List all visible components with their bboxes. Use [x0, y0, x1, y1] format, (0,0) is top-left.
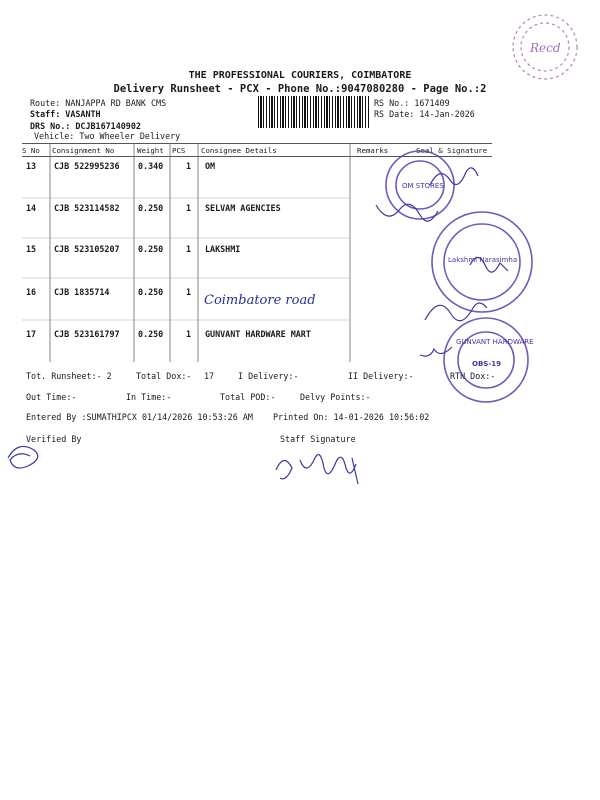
row-17-sno: 17	[26, 329, 37, 339]
row-13-sno: 13	[26, 161, 37, 171]
staff-signature-label: Staff Signature	[280, 434, 356, 444]
i-delivery: I Delivery:-	[238, 371, 299, 381]
corner-received-stamp	[513, 15, 577, 79]
col-weight: Weight	[137, 146, 164, 155]
drs-number: DRS No.: DCJB167140902	[30, 121, 141, 131]
col-consignee: Consignee Details	[201, 146, 277, 155]
row-15-consignee: LAKSHMI	[205, 244, 241, 254]
om-stamp-text: OM STORES	[402, 182, 444, 190]
ii-delivery: II Delivery:-	[348, 371, 414, 381]
row-16-pcs: 1	[186, 287, 192, 297]
entered-by: Entered By :SUMATHIPCX 01/14/2026 10:53:26 AM	[26, 412, 253, 422]
total-dox-value: 17	[204, 371, 215, 381]
staff-text: Staff: VASANTH	[30, 109, 101, 119]
rs-date: RS Date: 14-Jan-2026	[374, 109, 475, 119]
row-17-consignment: CJB 523161797	[54, 329, 120, 339]
in-time: In Time:-	[126, 392, 172, 402]
vehicle-text: Vehicle: Two Wheeler Delivery	[34, 131, 181, 141]
row-17-pcs: 1	[186, 329, 192, 339]
verified-by-signature	[8, 446, 38, 468]
route-text: Route: NANJAPPA RD BANK CMS	[30, 98, 167, 108]
staff-signature-scribble	[276, 455, 358, 484]
gunvant-stamp-code: OBS-19	[472, 360, 501, 368]
lakshmi-stamp-text: Lakshmi Narasimha	[448, 256, 518, 264]
rtn-dox: RTN Dox:-	[450, 371, 496, 381]
row-17-consignee: GUNVANT HARDWARE MART	[205, 329, 311, 339]
col-sno: S No	[22, 146, 40, 155]
gunvant-signature	[420, 347, 452, 356]
row-17-weight: 0.250	[138, 329, 164, 339]
row-13-consignee: OM	[205, 161, 216, 171]
runsheet-title: Delivery Runsheet - PCX - Phone No.:9047080280 - Page No.:2	[113, 83, 487, 95]
col-pcs: PCS	[172, 146, 186, 155]
out-time: Out Time:-	[26, 392, 77, 402]
row-15-sno: 15	[26, 244, 37, 254]
total-runsheet: Tot. Runsheet:- 2	[26, 371, 112, 381]
row-15-consignment: CJB 523105207	[54, 244, 120, 254]
printed-on: Printed On: 14-01-2026 10:56:02	[273, 412, 430, 422]
lakshmi-seal-stamp	[432, 212, 532, 312]
row-14-weight: 0.250	[138, 203, 164, 213]
row-16-weight: 0.250	[138, 287, 164, 297]
col-remarks: Remarks	[357, 146, 389, 155]
col-consignment: Consignment No	[52, 146, 115, 155]
total-dox-label: Total Dox:-	[136, 371, 192, 381]
company-title: THE PROFESSIONAL COURIERS, COIMBATORE	[188, 70, 412, 81]
corner-stamp-text: Recd	[530, 41, 561, 55]
gunvant-stamp-text: GUNVANT HARDWARE	[456, 338, 534, 346]
row-14-sno: 14	[26, 203, 37, 213]
row-16-consignment: CJB 1835714	[54, 287, 110, 297]
row-13-consignment: CJB 522995236	[54, 161, 120, 171]
row-15-weight: 0.250	[138, 244, 164, 254]
verified-by-label: Verified By	[26, 434, 82, 444]
total-pod: Total POD:-	[220, 392, 276, 402]
col-seal: Seal & Signature	[416, 146, 488, 155]
delvy-points: Delvy Points:-	[300, 392, 371, 402]
row-16-handwritten-address: Coimbatore road	[204, 293, 316, 308]
row-14-pcs: 1	[186, 203, 192, 213]
rs-number: RS No.: 1671409	[374, 98, 450, 108]
row-16-sno: 16	[26, 287, 37, 297]
row-14-consignee: SELVAM AGENCIES	[205, 203, 281, 213]
gunvant-seal-stamp	[444, 318, 534, 402]
row-13-weight: 0.340	[138, 161, 164, 171]
row-14-consignment: CJB 523114582	[54, 203, 120, 213]
row-13-pcs: 1	[186, 161, 192, 171]
om-seal-stamp	[386, 151, 454, 219]
row-15-pcs: 1	[186, 244, 192, 254]
